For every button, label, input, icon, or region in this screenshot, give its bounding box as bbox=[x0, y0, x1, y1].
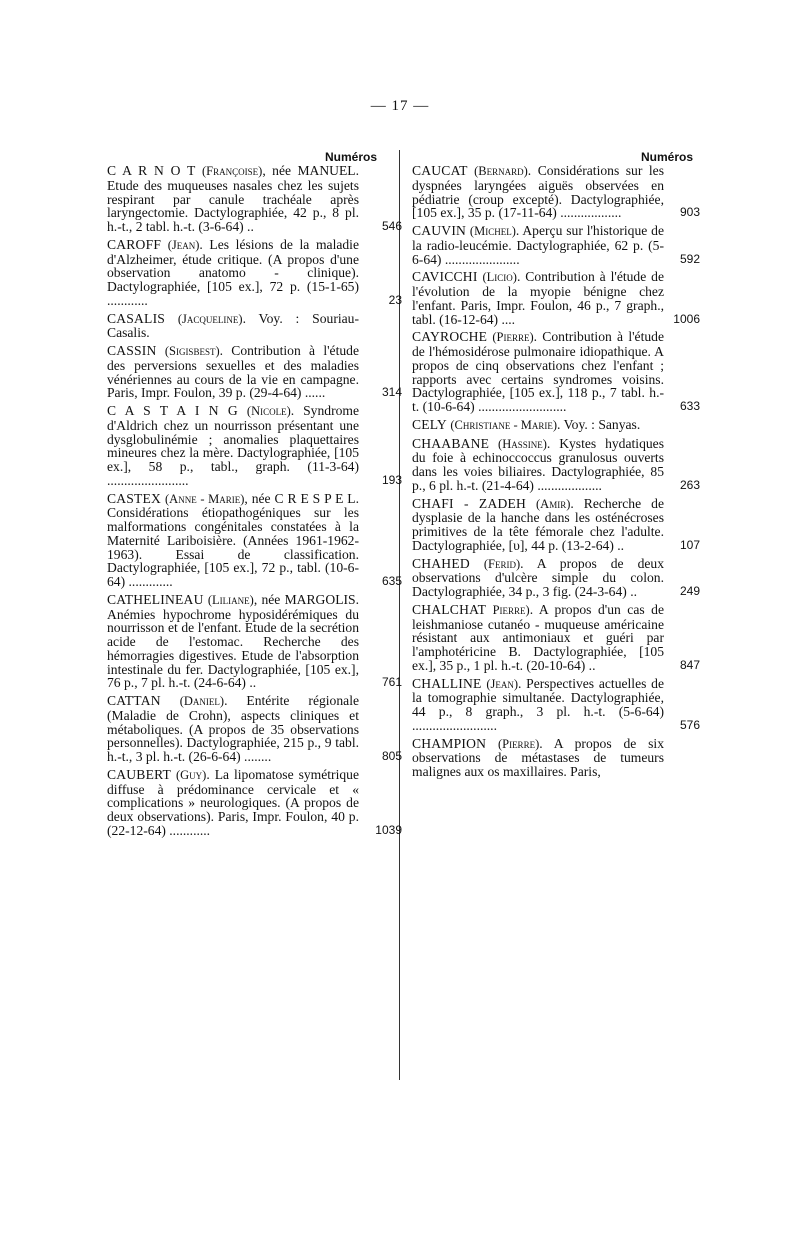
entry-text bbox=[412, 437, 664, 493]
author-surname: C A R N O T bbox=[107, 163, 196, 178]
column-header-right: Numéros bbox=[641, 150, 694, 164]
entry-text bbox=[412, 497, 664, 553]
entry-description: . A propos de deux observations d'ulcère simple du colon. Dactylographiée, 34 p., 3 fig. (24-3-64) .. bbox=[412, 555, 664, 599]
entry-text bbox=[107, 768, 359, 838]
index-entry bbox=[107, 236, 402, 308]
page-number: — 17 — bbox=[370, 98, 430, 114]
author-surname: CHAABANE bbox=[412, 435, 490, 451]
entry-text bbox=[107, 593, 359, 690]
entry-number: 1006 bbox=[673, 311, 700, 326]
author-surname: CASALIS bbox=[107, 310, 166, 326]
entry-description: . Contribution à l'étude des perversions sexuelles et des maladies vénériennes au cours de la vie en campagne. Paris, Impr. Foulon, 39 p. (29-4-64) ...... bbox=[107, 343, 359, 401]
entry-text bbox=[412, 737, 664, 779]
author-surname: CASSIN bbox=[107, 343, 157, 358]
entry-number: 1039 bbox=[375, 822, 402, 837]
author-firstname: (Pierre) bbox=[492, 330, 534, 345]
author-surname: CHALLINE bbox=[412, 675, 482, 691]
entry-description: . Recherche de dysplasie de la hanche dans les osténécroses primitives de la tête fémorale chez l'adulte. Dactylographiée, [υ], 44 p. (13-2-64) .. bbox=[412, 495, 664, 553]
index-entry bbox=[107, 490, 402, 589]
left-column bbox=[107, 163, 402, 842]
entry-description: . Voy. : Sanyas. bbox=[557, 416, 641, 432]
entry-description: . Considérations sur les dyspnées laryngées aiguës observées en pédiatrie (croup excepté). Dactylographiée, [105 ex.], 35 p. (17-11-64) .................. bbox=[412, 163, 664, 221]
right-column bbox=[412, 163, 700, 783]
author-firstname: (Amir) bbox=[536, 496, 571, 511]
index-entry bbox=[107, 312, 392, 341]
index-entry bbox=[107, 163, 402, 234]
entry-text bbox=[107, 404, 359, 488]
author-firstname: (Bernard) bbox=[474, 164, 528, 178]
author-firstname: (Christiane - Marie) bbox=[450, 417, 558, 432]
author-surname: CAUCAT bbox=[412, 163, 468, 178]
entry-text bbox=[412, 418, 664, 433]
entry-description: . A propos de six observations de métastases de tumeurs malignes aux os maxillaires. Paris, bbox=[412, 735, 664, 779]
entry-number: 592 bbox=[679, 251, 700, 266]
author-firstname: (Hassine) bbox=[498, 436, 547, 451]
author-surname: CHAFI - ZADEH bbox=[412, 495, 526, 511]
entry-number: 107 bbox=[679, 537, 700, 552]
index-entry bbox=[107, 343, 402, 401]
author-firstname: (Michel) bbox=[469, 224, 516, 238]
author-surname: CELY bbox=[412, 416, 447, 432]
index-entry bbox=[107, 693, 402, 764]
entry-number: 314 bbox=[381, 385, 402, 400]
entry-description: , née MARGOLIS. Anémies hypochrome hyposidérémiques du nourrisson et de l'enfant. Etude de la secrétion acide de l'estomac. Recherche des hémorragies digestives. Etude de l'absorption intestinale du fer. Dactylographiée, [105 ex.], 76 p., 7 pl. h.-t. (24-6-64) .. bbox=[107, 591, 359, 691]
entry-text bbox=[107, 312, 359, 341]
entry-number: 193 bbox=[381, 472, 402, 487]
author-firstname: (Anne - Marie) bbox=[165, 491, 245, 506]
index-entry bbox=[412, 163, 700, 221]
author-firstname: (Liliane) bbox=[207, 592, 254, 607]
entry-description: , née MANUEL. Etude des muqueuses nasales chez les sujets respirant par canule trachéale après laryngectomie. Dactylographiée, 42 p., 8 pl. h.-t., 2 tabl. h.-t. (3-6-64) .. bbox=[107, 163, 360, 234]
author-firstname: (Jacqueline) bbox=[177, 311, 243, 326]
index-entry bbox=[412, 435, 700, 493]
index-entry bbox=[412, 737, 697, 779]
entry-description: . Syndrome d'Aldrich chez un nourrisson présentant une dysglobulinémie ; anomalies plaquettaires mineures chez la mère. Dactylographiée, [105 ex.], 58 p., tabl., graph. (11-3-64) ........................ bbox=[107, 403, 360, 488]
author-surname: CASTEX bbox=[107, 490, 162, 506]
author-firstname: (Sigisbest) bbox=[164, 344, 220, 358]
index-entry bbox=[107, 766, 402, 838]
index-entry bbox=[107, 591, 402, 691]
index-entry bbox=[412, 418, 697, 433]
author-surname: C A S T A I N G bbox=[107, 403, 238, 418]
entry-text bbox=[412, 270, 664, 326]
entry-number: 847 bbox=[679, 657, 700, 672]
index-entry bbox=[107, 403, 402, 488]
author-surname: CHAMPION bbox=[412, 735, 487, 751]
entry-description: . Contribution à l'étude de l'hémosidérose pulmonaire idiopathique. A propos de cinq observations chez l'enfant ; rapports avec certains syndromes voisins. Dactylographiée, [105 ex.], 118 p., 7 tabl. h.-t. (10-6-64) .......................... bbox=[412, 329, 664, 414]
entry-number: 633 bbox=[679, 399, 700, 413]
author-firstname: (Guy) bbox=[175, 767, 207, 782]
entry-text bbox=[412, 224, 664, 266]
entry-number: 635 bbox=[381, 574, 402, 588]
author-surname: CAUBERT bbox=[107, 766, 172, 782]
author-surname: CHALCHAT bbox=[412, 601, 487, 617]
column-divider bbox=[399, 150, 400, 1080]
author-firstname: (Pierre) bbox=[497, 736, 540, 751]
entry-description: , née C R E S P E L. Considérations étiopathogéniques sur les malformations congénitales constatées à la Maternité Lariboisière. (Années 1961-1962-1963). Essai de classification. Dactylographiée, [105 ex.], 72 p., tabl. (10-6-64) ............. bbox=[107, 490, 360, 589]
entry-description: . Aperçu sur l'historique de la radio-leucémie. Dactylographiée, 62 p. (5-6-64) ...................... bbox=[412, 223, 664, 267]
entry-description: . Perspectives actuelles de la tomographie simultanée. Dactylographiée, 44 p., 8 graph., 3 pl. h.-t. (5-6-64) ......................... bbox=[412, 675, 664, 733]
index-entry bbox=[412, 675, 700, 733]
entry-text bbox=[107, 344, 359, 400]
author-surname: CHAHED bbox=[412, 555, 470, 571]
entry-text bbox=[412, 677, 664, 733]
entry-description: . Voy. : Souriau-Casalis. bbox=[107, 310, 359, 341]
index-entry bbox=[412, 495, 700, 553]
entry-description: . Kystes hydatiques du foie à echinoccoccus granulosus ouverts dans les voies biliaires. Dactylographiée, 85 p., 6 pl. h.-t. (21-4-64) ................... bbox=[412, 435, 664, 493]
index-entry bbox=[412, 555, 700, 599]
entry-number: 576 bbox=[679, 717, 700, 732]
author-firstname: (Nicole) bbox=[246, 404, 291, 418]
author-firstname: (Daniel) bbox=[179, 694, 225, 708]
author-firstname: (Jean) bbox=[167, 237, 200, 252]
author-firstname: (Licio) bbox=[482, 270, 517, 285]
index-entry bbox=[412, 223, 700, 267]
entry-text bbox=[107, 694, 359, 764]
entry-description: . Les lésions de la maladie d'Alzheimer, étude critique. (A propos d'une observation anatomo - clinique). Dactylographiée, [105 ex.], 72 p. (15-1-65) ............ bbox=[107, 236, 359, 308]
index-entry bbox=[412, 269, 700, 327]
entry-text bbox=[412, 330, 664, 414]
column-header-left: Numéros bbox=[325, 150, 378, 164]
entry-text bbox=[412, 557, 664, 599]
entry-number: 546 bbox=[381, 219, 402, 233]
author-surname: CAUVIN bbox=[412, 223, 467, 238]
entry-text bbox=[107, 492, 359, 589]
author-firstname: (Ferid) bbox=[483, 556, 521, 571]
index-entry bbox=[412, 601, 700, 673]
entry-text bbox=[412, 164, 664, 220]
author-firstname: (Jean) bbox=[486, 676, 518, 691]
author-firstname: (Françoise) bbox=[202, 164, 263, 178]
entry-text bbox=[107, 238, 359, 308]
author-surname: CATTAN bbox=[107, 693, 161, 708]
entry-number: 263 bbox=[679, 477, 700, 492]
entry-text bbox=[412, 603, 664, 673]
author-surname: CATHELINEAU bbox=[107, 591, 204, 607]
author-surname: CAVICCHI bbox=[412, 269, 478, 285]
entry-number: 23 bbox=[388, 292, 402, 307]
entry-description: . A propos d'un cas de leishmaniose cutanéo - muqueuse américaine résistant aux antimoniaux et guéri par l'amphotéricine B. Dactylographiée, [105 ex.], 35 p., 1 pl. h.-t. (20-10-64) .. bbox=[412, 601, 664, 673]
author-surname: CAROFF bbox=[107, 236, 162, 252]
entry-description: . Entérite régionale (Maladie de Crohn), aspects cliniques et métaboliques. (A propos de 35 observations personnelles). Dactylographiée, 215 p., 9 tabl. h.-t., 3 pl. h.-t. (26-6-64) ........ bbox=[107, 693, 360, 764]
entry-text bbox=[107, 164, 359, 234]
author-surname: CAYROCHE bbox=[412, 329, 488, 345]
entry-description: . Contribution à l'étude de l'évolution de la myopie bénigne chez l'enfant. Paris, Impr. Foulon, 46 p., 7 graph., tabl. (16-12-64) .... bbox=[412, 269, 664, 327]
author-firstname: Pierre) bbox=[492, 602, 530, 617]
entry-description: . La lipomatose symétrique diffuse à prédominance cervicale et « complications » neurologiques. (A propos de deux observations). Paris, Impr. Foulon, 40 p. (22-12-64) ............ bbox=[107, 766, 359, 838]
entry-number: 805 bbox=[381, 749, 402, 763]
index-entry bbox=[412, 329, 700, 414]
entry-number: 249 bbox=[679, 584, 700, 598]
entry-number: 761 bbox=[381, 675, 402, 690]
entry-number: 903 bbox=[679, 205, 700, 220]
